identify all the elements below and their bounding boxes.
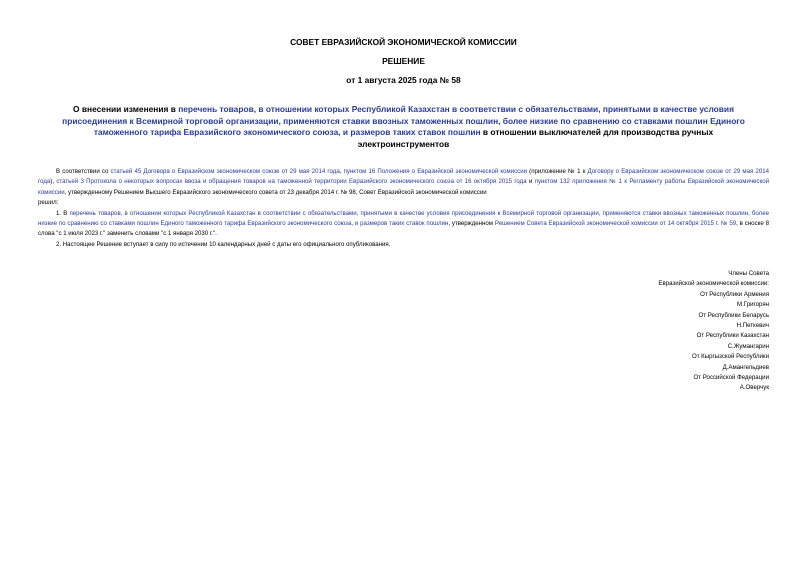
title-list-link[interactable]: перечень товаров, в отношении которых Республикой Казахстан в соответствии с обязательствами, принятыми в качестве условия присоединения к Всемирной торговой организации, применяются ставки ввозных таможенных пошлин, более низкие по сравнению со ставками пошлин Единого таможенного тарифа Евразийского экономического союза, и размеров таких ставок пошлин (62, 104, 745, 137)
item-1-text: 1. В (56, 209, 70, 217)
title-text-end: в отношении выключателей для производства ручных электроинструментов (357, 127, 714, 149)
treaty-article-link[interactable]: статьей 45 Договора о Евразийском экономическом союзе от 29 мая 2014 года (110, 168, 340, 175)
signature-line: Члены Совета (728, 270, 769, 277)
document-date: от 1 августа 2025 года № 58 (346, 75, 461, 85)
signature-line: С.Жумангарин (727, 342, 769, 350)
commission-regulation-link[interactable]: пунктом 16 Положения о Евразийской экономической комиссии (343, 168, 528, 175)
item-1-paragraph (38, 209, 769, 240)
decided-label: решил: (38, 199, 59, 207)
council-decision-link[interactable]: Решением Совета Евразийской экономической комиссии от 14 октября 2015 г. № 59 (494, 220, 737, 228)
signature-line: От Республики Армения (700, 290, 769, 298)
rules-of-procedure-link[interactable]: пунктом 132 приложения № 1 к Регламенту работы Евразийской экономической комиссии (38, 178, 769, 196)
preamble-text: ), (50, 178, 57, 186)
preamble-paragraph (38, 167, 769, 198)
signature-line: Евразийской экономической комиссии: (658, 280, 769, 288)
preamble-text: (приложение № 1 к (527, 168, 588, 175)
signature-line: Д.Амангельдиев (722, 363, 769, 371)
preamble-text: , утвержденному Решением Высшего Евразийского экономического совета от 23 декабря 2014 г. № 98, Совет Евразийской экономической комиссии (64, 188, 487, 196)
signature-line: От Республики Беларусь (698, 311, 769, 319)
treaty-link[interactable]: Договору о Евразийском экономическом союзе от 29 мая 2014 года (38, 168, 770, 186)
signature-line: От Республики Казахстан (696, 332, 769, 340)
document-title (50, 104, 757, 150)
preamble-text: В соответствии со (56, 168, 111, 175)
item-1-text: , в сноске 8 слова "с 1 июля 2023 г." заменить словами "с 1 января 2030 г.". (38, 220, 769, 238)
preamble-text: и (526, 178, 535, 186)
item-2-paragraph: 2. Настоящее Решение вступает в силу по истечении 10 календарных дней с даты его официального опубликования. (56, 240, 391, 248)
signature-line: А.Оверчук (739, 384, 769, 392)
signature-line: М.Григорян (737, 301, 769, 309)
signature-line: Н.Петкевич (736, 322, 769, 330)
preamble-text: , (339, 168, 344, 175)
signature-block (469, 269, 769, 394)
item-1-text: , утвержденном (448, 220, 495, 228)
document-type: РЕШЕНИЕ (382, 56, 425, 66)
council-name: СОВЕТ ЕВРАЗИЙСКОЙ ЭКОНОМИЧЕСКОЙ КОМИССИИ (290, 37, 517, 47)
signature-line: От Российской Федерации (693, 374, 769, 382)
goods-list-link[interactable]: перечень товаров, в отношении которых Республикой Казахстан в соответствии с обязательствами, принятыми в качестве условия присоединения к Всемирной торговой организации, применяются ставки ввозных таможенных пошлин, более низкие по сравнению со ставками пошлин Единого таможенного тарифа Евразийского экономического союза, и размеров таких ставок пошлин (38, 209, 769, 228)
title-text-start: О внесении изменения в (73, 104, 179, 114)
document-body (38, 167, 769, 250)
signature-line: От Кыргызской Республики (691, 353, 769, 361)
protocol-article-link[interactable]: статьей 3 Протокола о некоторых вопросах ввоза и обращения товаров на таможенной территории Евразийского экономического союза от 16 октября 2015 года (56, 178, 527, 186)
